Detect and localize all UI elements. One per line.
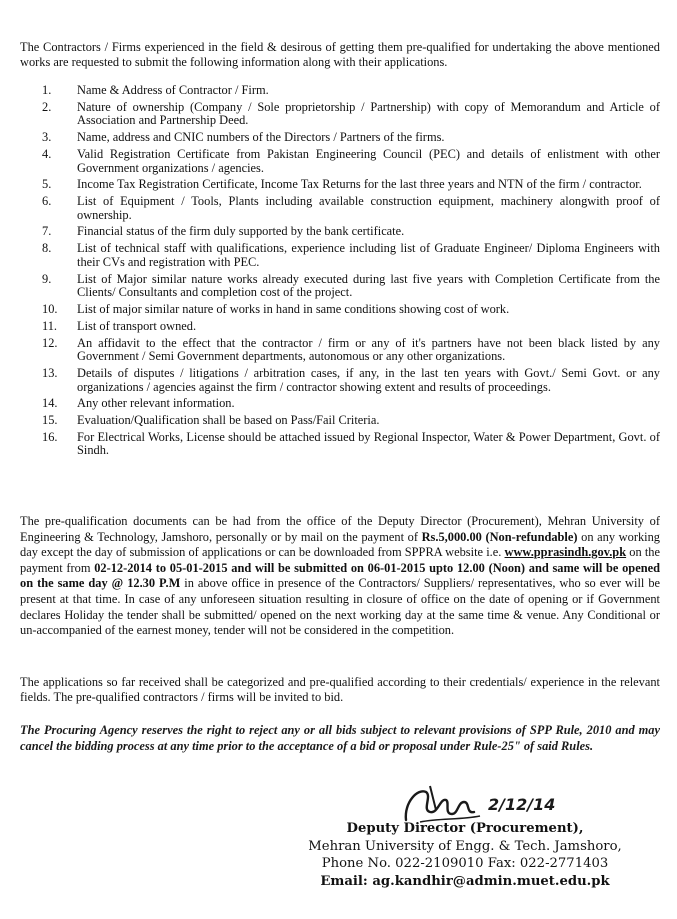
list-item [20,225,660,239]
item-number: 1. [42,83,52,97]
item-number: 6. [42,194,52,209]
signatory-title: Deputy Director (Procurement), [346,821,584,836]
intro-paragraph: The Contractors / Firms experienced in the field & desirous of getting them pre-qualified for undertaking the above mentioned works are requested to submit the following information along with their applications. [20,40,660,69]
item-text: Details of disputes / litigations / arbitration cases, if any, in the last ten years with Govt./ Semi Govt. or any organizations / agencies against the firm / contractor showing extent and results of proceedings. [77,365,660,394]
item-number: 4. [42,146,52,161]
item-text: List of major similar nature of works in hand in same conditions showing cost of work. [77,302,510,316]
item-text: For Electrical Works, License should be attached issued by Regional Inspector, Water & Power Department, Govt. of Sindh. [77,429,660,458]
list-item [20,148,660,175]
item-number: 14. [42,396,58,411]
item-number: 10. [42,302,58,316]
item-text: Nature of ownership (Company / Sole proprietorship / Partnership) with copy of Memorandum and Article of Association and Partnership Deed. [77,99,660,128]
signatory-block [300,820,630,890]
list-item [20,195,660,222]
submission-deadline: and will be submitted on 06-01-2015 upto 12.00 (Noon) and same will be opened on the same day @ 12.30 P.M [20,560,660,591]
contact-phone-fax: Phone No. 022-2109010 Fax: 022-2771403 [321,856,609,871]
item-text: Financial status of the firm duly supported by the bank certificate. [77,224,405,239]
item-text: Income Tax Registration Certificate, Income Tax Returns for the last three years and NTN of the firm / contractor. [77,177,642,192]
item-number: 3. [42,130,52,145]
requirements-list [20,84,660,461]
item-text: Name & Address of Contractor / Firm. [77,83,269,97]
item-text: List of technical staff with qualifications, experience including list of Graduate Engineer/ Diploma Engineers with their CVs and registration with PEC. [77,241,660,269]
item-text: List of Equipment / Tools, Plants including available construction equipment, machinery alongwith proof of ownership. [77,194,660,222]
applications-paragraph: The applications so far received shall be categorized and pre-qualified according to their credentials/ experience in the relevant fields. The pre-qualified contractors / firms will be invited to bid. [20,675,660,704]
website-link[interactable]: www.pprasindh.gov.pk [504,545,627,560]
handwritten-date: 2/12/14 [488,795,556,814]
list-item [20,367,660,394]
non-refundable-note: (Non-refundable) [485,529,578,544]
item-text: List of Major similar nature works already executed during last five years with Completion Certificate from the Clients/ Consultants and completion cost of the project. [77,271,660,300]
item-number: 2. [42,99,52,114]
list-item [20,431,660,458]
fee-amount: Rs.5,000.00 [421,529,482,544]
item-text: Valid Registration Certificate from Pakistan Engineering Council (PEC) and details of enlistment with other Government organizations / agencies. [77,146,660,175]
contact-email[interactable]: Email: ag.kandhir@admin.muet.edu.pk [320,873,610,889]
item-text: List of transport owned. [77,318,197,333]
list-item [20,273,660,300]
item-number: 5. [42,177,52,192]
list-item [20,414,660,428]
item-text: Evaluation/Qualification shall be based on Pass/Fail Criteria. [77,413,380,428]
item-number: 15. [42,413,58,428]
item-number: 7. [42,224,52,239]
signatory-organization: Mehran University of Engg. & Tech. Jamshoro, [308,838,622,854]
item-text: Any other relevant information. [77,396,235,411]
list-item [20,131,660,145]
list-item [20,320,660,334]
list-item [20,178,660,192]
procuring-agency-note: The Procuring Agency reserves the right to reject any or all bids subject to relevant provisions of SPP Rule, 2010 and may cancel the bidding process at any time prior to the acceptance of a bid or proposal under Rule-25" of said Rules. [20,723,660,753]
item-number: 8. [42,241,52,256]
list-item [20,337,660,364]
item-text: Name, address and CNIC numbers of the Directors / Partners of the firms. [77,130,445,145]
list-item [20,101,660,128]
list-item [20,397,660,411]
item-text: An affidavit to the effect that the contractor / firm or any of it's partners have not been black listed by any Government / Semi Government departments, autonomous or any other organizations. [77,335,660,364]
item-number: 13. [42,365,58,380]
item-number: 16. [42,429,58,444]
payment-dates: 02-12-2014 to 05-01-2015 [94,560,228,575]
list-item [20,303,660,317]
list-item [20,242,660,269]
item-number: 11. [42,318,58,333]
item-number: 9. [42,271,52,286]
list-item [20,84,660,98]
documents-paragraph: The pre-qualification documents can be had from the office of the Deputy Director (Procurement), Mehran University of Engineering & Technology, Jamshoro, personally or by mail on the payment of Rs.5,000.00 (Non-refundable) on any working day except the day of submission of applications or can be downloaded from SPPRA website i.e. www.pprasindh.gov.pk on the payment from 02-12-2014 to 05-01-2015 and will be submitted on 06-01-2015 upto 12.00 (Noon) and same will be opened on the same day @ 12.30 P.M in above office in presence of the Contractors/ Suppliers/ representatives, who so ever will be present at that time. In case of any unforeseen situation resulting in closure of office on the date of opening or if Government declares Holiday the tender shall be submitted/ opened on the next working day at the same time & venue. Any Conditional or un-accompanied of the earnest money, tender will not be considered in the competition. [20,514,661,638]
item-number: 12. [42,335,58,350]
